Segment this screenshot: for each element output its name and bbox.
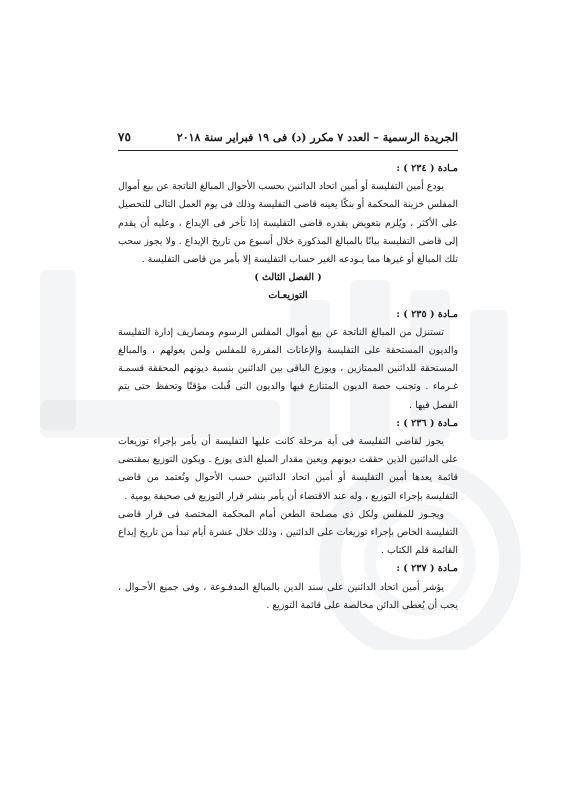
article-236-text-1: يجوز لقاضى التفليسة فى أية مرحلة كانت عليها التفليسة أن يأمر بإجراء توزيعات على الدائنين الذين حققت ديونهم ويعين مقدار المبلغ الذى يوزع . ويكون التوزيع بمقتضى قائمة يعدها أمين التفليسة أو أمين اتحاد الدائنين حسب الأحوال وتُعتمد من قاضى التفليسة بإجراء التوزيع ، وله عند الاقتضاء أن يأمر بنشر قرار التوزيع فى صحيفة يومية . — [118, 436, 458, 502]
article-236-heading: مـادة ( ٢٣٦ ) : — [396, 417, 458, 429]
article-236-text-2: ويجـوز للمفلس ولكل ذى مصلحة الطعن أمام المحكمة المختصة فى قرار قاضى التفليسة الخاص بإجراء توزيعات على الدائنين ، وذلك خلال عشرة أيام تبدأ من تاريخ إيداع القائمة قلم الكتاب . — [118, 508, 458, 557]
page-header — [118, 130, 458, 144]
page-number: ٧٥ — [118, 130, 131, 144]
header-rule — [118, 150, 458, 151]
chapter-subtitle: التوزيعـات — [268, 290, 308, 302]
article-235-heading: مـادة ( ٢٣٥ ) : — [396, 308, 458, 320]
chapter-title: ( الفصل الثالث ) — [254, 272, 322, 284]
document-body — [118, 160, 458, 615]
article-237-heading: مـادة ( ٢٣٧ ) : — [396, 563, 458, 575]
article-235-text: تستنزل من المبالغ الناتجة عن بيع أموال المفلس الرسوم ومصاريف إدارة التفليسة والديون المستحقة على التفليسة والإعانات المقررة للمفلس ولمن يعولهم ، والمبالغ المستحقة للدائنين الممتازين ، ويوزع الباقى بين الدائنين بنسبة ديونهم المحققة قسمـة غـرماء . وتجنب حصة الديون المتنازع فيها والديون التى قُبلت مؤقتًا وتحفظ حتى يتم الفصل فيها . — [118, 326, 458, 411]
article-237-text: يؤشر أمين اتحاد الدائنين على سند الدين بالمبالغ المدفـوعة ، وفى جميع الأحـوال ، يجب أن يُعطى الدائن مخالصة على قائمة التوزيع . — [118, 581, 458, 611]
article-234-heading: مـادة ( ٢٣٤ ) : — [396, 163, 458, 174]
header-title: الجريدة الرسمية – العدد ٧ مكرر (د) فى ١٩ فبراير سنة ٢٠١٨ — [176, 130, 458, 144]
article-234-text: يودع أمين التفليسة أو أمين اتحاد الدائنين بحسب الأحوال المبالغ الناتجة عن بيع أموال المفلس خزينة المحكمة أو بنكًا يعينه قاضى التفليسة وذلك فى يوم العمل التالى للتحصيل على الأكثر ، ويُلزم بتعويض يقدره قاضى التفليسة إذا تأخر فى الإيداع ، وعليه أن يقدم إلى قاضى التفليسة بيانًا بالمبالغ المذكورة خلال أسبوع من تاريخ الإيداع . ولا يجوز سحب تلك المبالغ أو غيرها مما يـودعه الغير حساب التفليسة إلا بأمر من قاضى التفليسة . — [118, 181, 458, 266]
